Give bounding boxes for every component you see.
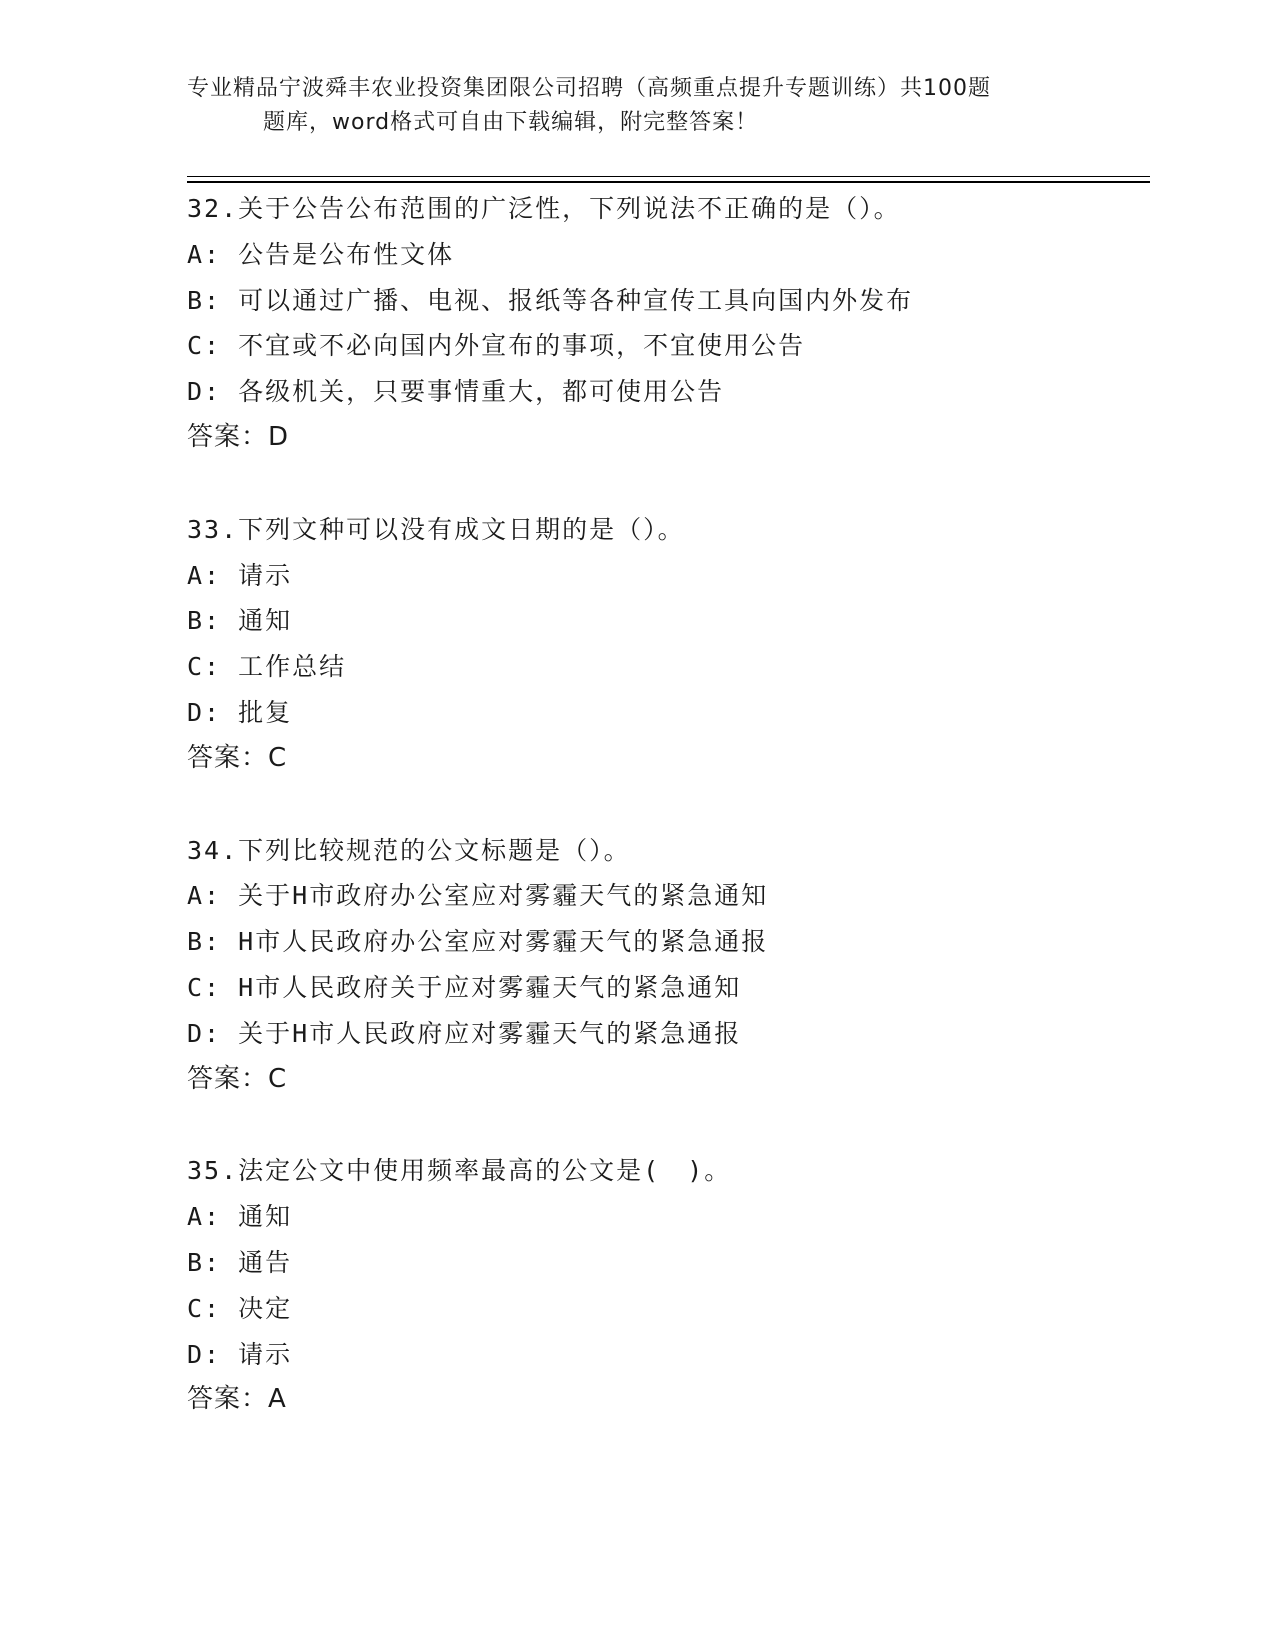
header-title-line-1: 专业精品宁波舜丰农业投资集团限公司招聘（高频重点提升专题训练）共100题: [187, 76, 991, 101]
question-stem: 35.法定公文中使用频率最高的公文是( )。: [187, 1156, 732, 1186]
question-stem: 34.下列比较规范的公文标题是（）。: [187, 835, 631, 865]
question-32: [187, 186, 1147, 461]
option-d: D: 各级机关，只要事情重大，都可使用公告: [187, 377, 725, 407]
document-header: [187, 72, 1067, 140]
option-d: D: 请示: [187, 1339, 293, 1369]
option-d: D: 批复: [187, 697, 293, 727]
question-34: [187, 828, 1147, 1103]
answer-line: 答案：C: [187, 1063, 288, 1094]
option-b: B: 通告: [187, 1247, 293, 1277]
question-33: [187, 507, 1147, 782]
question-35: [187, 1148, 1147, 1423]
question-stem: 33.下列文种可以没有成文日期的是（）。: [187, 514, 685, 544]
option-d: D: 关于H市人民政府应对雾霾天气的紧急通报: [187, 1018, 742, 1048]
header-title-line-2: 题库，word格式可自由下载编辑，附完整答案！: [263, 110, 759, 135]
answer-line: 答案：A: [187, 1384, 287, 1415]
option-c: C: 不宜或不必向国内外宣布的事项，不宜使用公告: [187, 331, 806, 361]
option-c: C: H市人民政府关于应对雾霾天气的紧急通知: [187, 972, 742, 1002]
option-a: A: 请示: [187, 560, 293, 590]
header-divider-thick: [187, 181, 1150, 183]
option-b: B: H市人民政府办公室应对雾霾天气的紧急通报: [187, 927, 769, 957]
header-divider-thin: [187, 176, 1150, 177]
option-c: C: 工作总结: [187, 652, 347, 682]
answer-line: 答案：D: [187, 421, 290, 452]
option-a: A: 公告是公布性文体: [187, 239, 455, 269]
option-a: A: 通知: [187, 1202, 293, 1232]
question-stem: 32.关于公告公布范围的广泛性，下列说法不正确的是（）。: [187, 194, 901, 223]
question-list: [187, 186, 1147, 1469]
option-a: A: 关于H市政府办公室应对雾霾天气的紧急通知: [187, 881, 769, 911]
option-c: C: 决定: [187, 1293, 293, 1323]
answer-line: 答案：C: [187, 742, 288, 773]
option-b: B: 可以通过广播、电视、报纸等各种宣传工具向国内外发布: [187, 285, 914, 315]
option-b: B: 通知: [187, 606, 293, 636]
